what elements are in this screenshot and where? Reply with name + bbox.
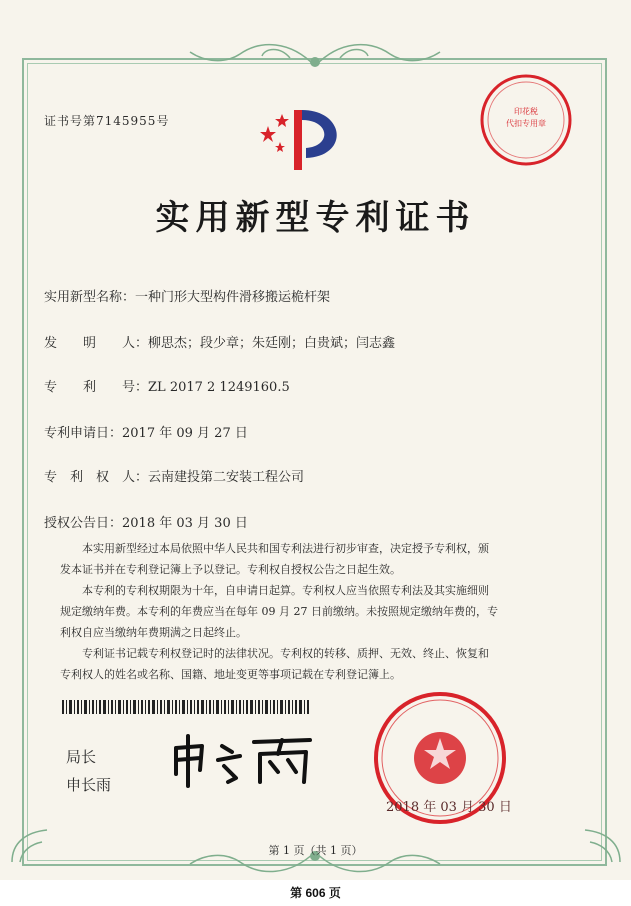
patent-office-logo-icon — [250, 96, 360, 176]
signatory-name: 申长雨 — [66, 777, 112, 794]
field-value: 2017 年 09 月 27 日 — [122, 426, 248, 441]
document-page-number: 第 606 页 — [290, 886, 341, 900]
grant-date-field — [44, 512, 248, 531]
svg-text:印花税: 印花税 — [514, 107, 538, 116]
barcode-icon — [62, 700, 312, 714]
seal-date: 2018 年 03 月 30 日 — [386, 800, 512, 815]
inventors-field — [44, 332, 395, 351]
body-line: 利权自应当缴纳年费期满之日起终止。 — [60, 626, 247, 639]
field-label: 专 利 权 人： — [44, 470, 149, 485]
body-line: 本专利的专利权期限为十年，自申请日起算。专利权人应当依照专利法及其实施细则 — [82, 584, 489, 597]
field-label: 实用新型名称： — [44, 290, 136, 305]
top-ornament-icon — [170, 36, 460, 72]
certificate-number: 证书号第7145955号 — [44, 114, 170, 128]
body-line: 专利证书记载专利权登记时的法律状况。专利权的转移、质押、无效、终止、恢复和 — [82, 647, 489, 660]
certificate-title: 实用新型专利证书 — [155, 198, 476, 238]
field-value: 一种门形大型构件滑移搬运桅杆架 — [135, 290, 331, 305]
field-value: 云南建投第二安装工程公司 — [148, 470, 305, 485]
body-line: 本实用新型经过本局依照中华人民共和国专利法进行初步审查，决定授予专利权，颁 — [82, 542, 489, 555]
field-value: ZL 2017 2 1249160.5 — [148, 380, 290, 395]
certificate-body — [60, 538, 550, 685]
utility-model-name-field — [44, 286, 330, 305]
body-line: 发本证书并在专利登记簿上予以登记。专利权自授权公告之日起生效。 — [60, 563, 401, 576]
svg-text:代扣专用章: 代扣专用章 — [506, 119, 546, 128]
tax-seal-icon — [476, 70, 576, 170]
signatory-title: 局长 — [66, 749, 97, 766]
field-label: 授权公告日： — [44, 516, 123, 531]
body-line: 规定缴纳年费。本专利的年费应当在每年 09 月 27 日前缴纳。未按照规定缴纳年费的，专 — [60, 605, 498, 618]
handwritten-signature-icon — [170, 730, 320, 790]
filing-date-field — [44, 422, 248, 441]
patentee-field — [44, 466, 304, 485]
sheet-page-indicator: 第 1 页（共 1 页） — [268, 844, 363, 857]
field-label: 专利申请日： — [44, 426, 123, 441]
field-label: 专 利 号： — [44, 380, 149, 395]
field-value: 2018 年 03 月 30 日 — [122, 516, 248, 531]
patent-number-field — [44, 376, 290, 395]
field-label: 发 明 人： — [44, 336, 149, 351]
body-line: 专利权人的姓名或名称、国籍、地址变更等事项记载在专利登记簿上。 — [60, 668, 401, 681]
field-value: 柳思杰；段少章；朱廷刚；白贵斌；闫志鑫 — [148, 336, 396, 351]
